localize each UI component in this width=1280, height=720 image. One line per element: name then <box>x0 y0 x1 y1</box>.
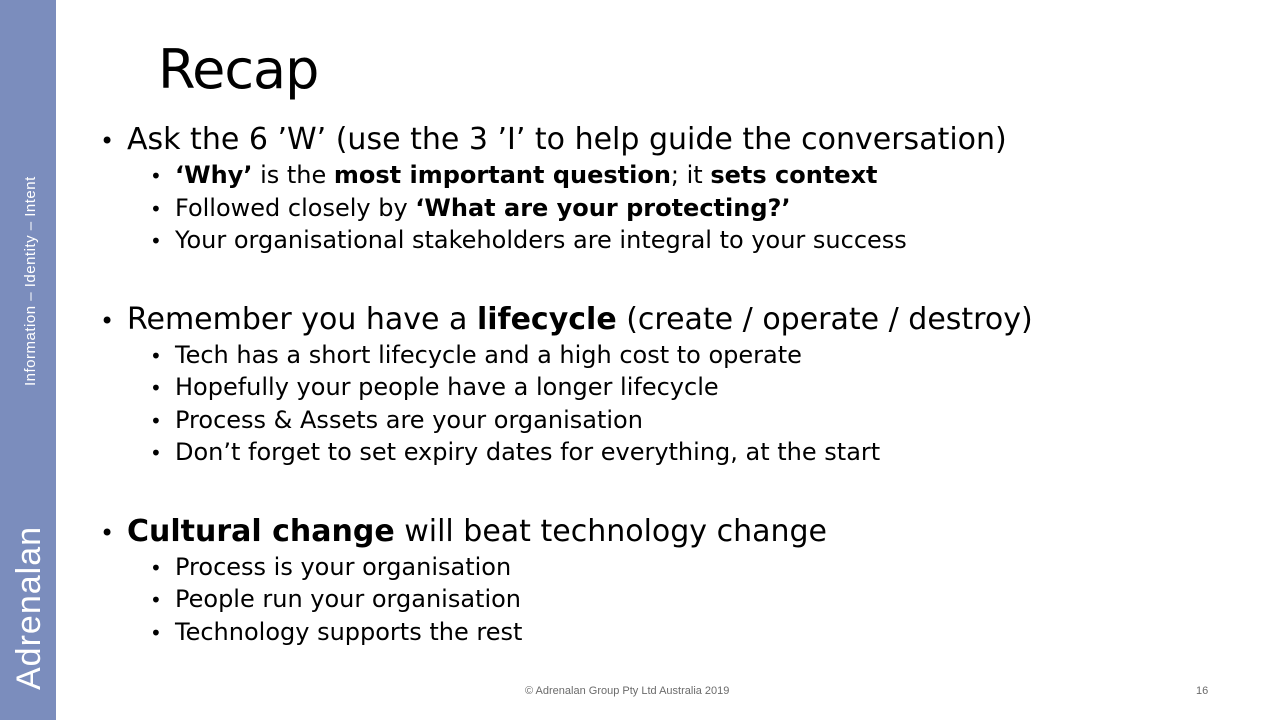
bullet-text: Ask the 6 ’W’ (use the 3 ’I’ to help guide the conversation) <box>127 122 1007 157</box>
bullet-dot-icon: • <box>150 620 162 645</box>
tagline: Information – Identity – Intent <box>22 176 39 386</box>
bullet-dot-icon: • <box>100 518 115 547</box>
bullet-level2 <box>100 372 1250 405</box>
bullet-text: Your organisational stakeholders are integral to your success <box>175 226 907 254</box>
footer-copyright: © Adrenalan Group Pty Ltd Australia 2019 <box>525 685 730 697</box>
bullet-level2 <box>100 437 1250 470</box>
brand-logo-text: Adrenalan <box>10 525 48 690</box>
bullet-text: Hopefully your people have a longer lifecycle <box>175 373 719 401</box>
bullet-dot-icon: • <box>150 196 162 221</box>
bullet-level1 <box>100 301 1250 340</box>
bullet-text: Process & Assets are your organisation <box>175 405 643 434</box>
bullet-level2 <box>100 193 1250 226</box>
bullet-dot-icon: • <box>150 408 162 433</box>
bullet-text: Technology supports the rest <box>175 617 523 646</box>
bullet-dot-icon: • <box>150 441 162 465</box>
sidebar <box>0 0 56 720</box>
bullet-text: Process is your organisation <box>175 552 512 581</box>
bullet-level2 <box>100 225 1250 258</box>
bullet-level2 <box>100 617 1250 650</box>
bullet-dot-icon: • <box>150 555 162 580</box>
bullet-dot-icon: • <box>150 229 162 253</box>
bullet-level1 <box>100 121 1250 160</box>
bullet-level2 <box>100 552 1250 585</box>
bullet-text: Don’t forget to set expiry dates for everything, at the start <box>175 438 881 466</box>
page-number: 16 <box>1196 685 1209 697</box>
bullet-dot-icon: • <box>150 164 162 188</box>
bullet-text: Tech has a short lifecycle and a high cost to operate <box>175 340 802 369</box>
bullet-level2 <box>100 405 1250 438</box>
bullet-level2 <box>100 340 1250 373</box>
bullet-level1 <box>100 513 1250 552</box>
bullet-level2 <box>100 584 1250 617</box>
bullet-dot-icon: • <box>150 376 162 400</box>
bullet-text: Followed closely by ‘What are your protecting?’ <box>175 193 791 222</box>
bullet-text: Remember you have a lifecycle (create / operate / destroy) <box>127 301 1033 337</box>
bullet-text: Cultural change will beat technology change <box>127 513 828 549</box>
slide-content <box>100 121 1250 649</box>
bullet-dot-icon: • <box>150 343 162 368</box>
bullet-level2 <box>100 160 1250 193</box>
bullet-dot-icon: • <box>100 306 115 335</box>
bullet-text: People run your organisation <box>175 585 522 613</box>
bullet-dot-icon: • <box>100 127 115 155</box>
bullet-dot-icon: • <box>150 588 162 612</box>
bullet-text: ‘Why’ is the most important question; it sets context <box>175 161 878 189</box>
slide-title: Recap <box>158 38 319 101</box>
